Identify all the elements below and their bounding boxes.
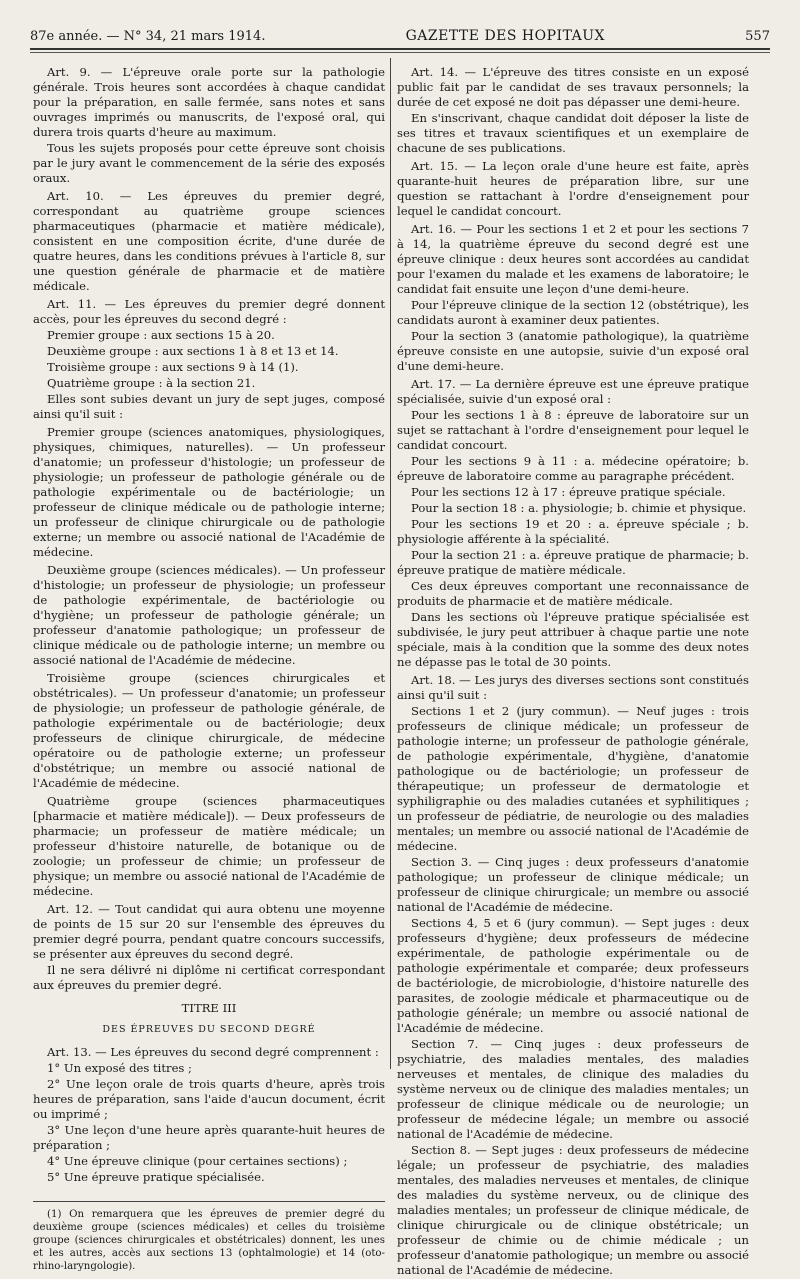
paragraph: Section 7. — Cinq juges : deux professeurs de psychiatrie, des maladies mentales, des maladies nerveuses et mentales, de clinique des maladies du système nerveux ou de clinique des maladies mentales; un professeur de clinique médicale ou de neurologie; un professeur de médecine légale; un membre ou associé national de l'Académie de médecine. bbox=[397, 1037, 749, 1141]
list-item: 3° Une leçon d'une heure après quarante-huit heures de préparation ; bbox=[33, 1123, 385, 1152]
paragraph: Il ne sera délivré ni diplôme ni certificat correspondant aux épreuves du premier degré. bbox=[33, 963, 385, 992]
paragraph: Ces deux épreuves comportant une reconnaissance de produits de pharmacie et de matière médicale. bbox=[397, 579, 749, 608]
running-header bbox=[30, 14, 770, 44]
paragraph: Tous les sujets proposés pour cette épreuve sont choisis par le jury avant le commencement de la série des exposés oraux. bbox=[33, 141, 385, 185]
list-item: 5° Une épreuve pratique spécialisée. bbox=[47, 1170, 265, 1184]
paragraph: Pour les sections 1 à 8 : épreuve de laboratoire sur un sujet se rattachant à l'ordre d'enseignement pour lequel le candidat concourt. bbox=[397, 408, 749, 452]
list-item: Quatrième groupe : à la section 21. bbox=[47, 376, 256, 390]
paragraph: Premier groupe (sciences anatomiques, physiologiques, physiques, chimiques, naturelles). — Un professeur d'anatomie; un professeur d'histologie; un professeur de physiologie; un professeur de pathologie générale ou de pathologie expérimentale ou de bactériologie; un professeur de clinique médicale ou de pathologie interne; un professeur de clinique chirurgicale ou de pathologie externe; un membre ou associé national de l'Académie de médecine. bbox=[33, 425, 385, 559]
list-item: 1° Un exposé des titres ; bbox=[47, 1061, 192, 1075]
paragraph: En s'inscrivant, chaque candidat doit déposer la liste de ses titres et travaux scientifiques et un exemplaire de chacune de ses publications. bbox=[397, 111, 749, 155]
section-title: TITRE III bbox=[181, 1001, 237, 1015]
paragraph: Pour les sections 12 à 17 : épreuve pratique spéciale. bbox=[411, 485, 726, 499]
list-item: Premier groupe : aux sections 15 à 20. bbox=[47, 328, 275, 342]
paragraph: Pour la section 21 : a. épreuve pratique de pharmacie; b. épreuve pratique de matière médicale. bbox=[397, 548, 749, 577]
paragraph: Deuxième groupe (sciences médicales). — Un professeur d'histologie; un professeur de physiologie; un professeur de pathologie expérimentale, de bactériologie ou d'hygiène; un professeur de pathologie générale; un professeur d'anatomie pathologique; un professeur de clinique médicale ou de pathologie interne; un membre ou associé national de l'Académie de médecine. bbox=[33, 563, 385, 667]
paragraph: Pour les sections 9 à 11 : a. médecine opératoire; b. épreuve de laboratoire comme au paragraphe précédent. bbox=[397, 454, 749, 483]
footnote: (1) On remarquera que les épreuves de premier degré du deuxième groupe (sciences médicales) et celles du troisième groupe (sciences chirurgicales et obstétricales) donnent, les unes et les autres, accès aux sections 13 (ophtalmologie) et 14 (oto-rhino-laryngologie). bbox=[33, 1209, 385, 1272]
paragraph: Art. 18. — Les jurys des diverses sections sont constitués ainsi qu'il suit : bbox=[397, 673, 749, 702]
footnote-rule bbox=[33, 1201, 385, 1202]
list-item: 4° Une épreuve clinique (pour certaines sections) ; bbox=[47, 1154, 348, 1168]
paragraph: Sections 1 et 2 (jury commun). — Neuf juges : trois professeurs de clinique médicale; un professeur de pathologie interne; un professeur de pathologie générale, de pathologie expérimentale, d'hygiène, d'anatomie pathologique ou de bactériologie; un professeur de thérapeutique; un professeur de dermatologie et syphiligraphie ou des maladies cutanées et syphilitiques ; un professeur de pédiatrie, de neurologie ou des maladies mentales; un membre ou associé national de l'Académie de médecine. bbox=[397, 704, 749, 853]
section-subtitle: DES ÉPREUVES DU SECOND DEGRÉ bbox=[102, 1024, 316, 1035]
issue-info: 87e année. — N° 34, 21 mars 1914. bbox=[30, 29, 266, 44]
list-item: 2° Une leçon orale de trois quarts d'heure, après trois heures de préparation, sans l'aide d'aucun document, écrit ou imprimé ; bbox=[33, 1077, 385, 1121]
paragraph: Art. 14. — L'épreuve des titres consiste en un exposé public fait par le candidat de ses travaux personnels; la durée de cet exposé ne doit pas dépasser une demi-heure. bbox=[397, 65, 749, 109]
paragraph: Quatrième groupe (sciences pharmaceutiques [pharmacie et matière médicale]). — Deux professeurs de pharmacie; un professeur de matière médicale; un professeur d'histoire naturelle, de botanique ou de zoologie; un professeur de chimie; un professeur de physique; un membre ou associé national de l'Académie de médecine. bbox=[33, 794, 385, 898]
paragraph: Art. 9. — L'épreuve orale porte sur la pathologie générale. Trois heures sont accordées à chaque candidat pour la préparation, en salle fermée, sans notes et sans ouvrages imprimés ou manuscrits, de l'exposé oral, qui durera trois quarts d'heure au maximum. bbox=[33, 65, 385, 139]
paragraph: Art. 16. — Pour les sections 1 et 2 et pour les sections 7 à 14, la quatrième épreuve du second degré est une épreuve clinique : deux heures sont accordées au candidat pour l'examen du malade et les examens de laboratoire; le candidat fait ensuite une leçon d'une demi-heure. bbox=[397, 222, 749, 296]
right-column bbox=[397, 62, 749, 1279]
paragraph: Art. 11. — Les épreuves du premier degré donnent accès, pour les épreuves du second degré : bbox=[33, 297, 385, 326]
paragraph: Pour la section 3 (anatomie pathologique), la quatrième épreuve consiste en une autopsie, suivie d'un exposé oral d'une demi-heure. bbox=[397, 329, 749, 373]
header-rule bbox=[30, 48, 770, 50]
paragraph: Art. 12. — Tout candidat qui aura obtenu une moyenne de points de 15 sur 20 sur l'ensemble des épreuves du premier degré pourra, pendant quatre concours successifs, se présenter aux épreuves du second degré. bbox=[33, 902, 385, 961]
column-divider bbox=[390, 58, 391, 1069]
paragraph: Art. 15. — La leçon orale d'une heure est faite, après quarante-huit heures de préparation libre, sur une question se rattachant à l'ordre d'enseignement pour lequel le candidat concourt. bbox=[397, 159, 749, 218]
paragraph: Pour la section 18 : a. physiologie; b. chimie et physique. bbox=[411, 501, 747, 515]
paragraph: Troisième groupe (sciences chirurgicales et obstétricales). — Un professeur d'anatomie; un professeur de physiologie; un professeur de pathologie générale, de pathologie expérimentale ou de bactériologie; deux professeurs de clinique chirurgicale, de médecine opératoire ou de pathologie externe; un professeur d'obstétrique; un membre ou associé national de l'Académie de médecine. bbox=[33, 671, 385, 790]
paragraph: Section 3. — Cinq juges : deux professeurs d'anatomie pathologique; un professeur de clinique médicale; un professeur de clinique chirurgicale; un membre ou associé national de l'Académie de médecine. bbox=[397, 855, 749, 914]
paragraph: Sections 4, 5 et 6 (jury commun). — Sept juges : deux professeurs d'hygiène; deux professeurs de médecine expérimentale, de pathologie expérimentale ou de pathologie expérimentale et comparée; deux professeurs de bactériologie, de microbiologie, d'histoire naturelle des parasites, de zoologie médicale et pharmaceutique ou de pathologie générale; un membre ou associé national de l'Académie de médecine. bbox=[397, 916, 749, 1035]
list-item: Troisième groupe : aux sections 9 à 14 (1). bbox=[47, 360, 299, 374]
journal-title: GAZETTE DES HOPITAUX bbox=[405, 28, 606, 44]
paragraph: Elles sont subies devant un jury de sept juges, composé ainsi qu'il suit : bbox=[33, 392, 385, 421]
paragraph: Section 8. — Sept juges : deux professeurs de médecine légale; un professeur de psychiatrie, des maladies mentales, des maladies nerveuses et mentales, de clinique des maladies du système nerveux, ou de clinique des maladies mentales; un professeur de clinique médicale, de clinique chirurgicale ou de clinique obstétricale; un professeur de chimie ou de chimie médicale ; un professeur d'anatomie pathologique; un membre ou associé national de l'Académie de médecine. bbox=[397, 1143, 749, 1277]
list-item: Deuxième groupe : aux sections 1 à 8 et 13 et 14. bbox=[47, 344, 339, 358]
paragraph: Art. 10. — Les épreuves du premier degré, correspondant au quatrième groupe sciences pharmaceutiques (pharmacie et matière médicale), consistent en une composition écrite, d'une durée de quatre heures, dans les conditions prévues à l'article 8, sur une question générale de pharmacie et de matière médicale. bbox=[33, 189, 385, 293]
left-column bbox=[33, 62, 385, 1274]
header-rule-thin bbox=[30, 52, 770, 53]
paragraph: Art. 17. — La dernière épreuve est une épreuve pratique spécialisée, suivie d'un exposé oral : bbox=[397, 377, 749, 406]
page-number: 557 bbox=[745, 29, 770, 44]
paragraph: Art. 13. — Les épreuves du second degré comprennent : bbox=[47, 1045, 379, 1059]
paragraph: Pour l'épreuve clinique de la section 12 (obstétrique), les candidats auront à examiner deux patientes. bbox=[397, 298, 749, 327]
paragraph: Dans les sections où l'épreuve pratique spécialisée est subdivisée, le jury peut attribuer à chaque partie une note spéciale, mais à la condition que la somme des deux notes ne dépasse pas le total de 30 points. bbox=[397, 610, 749, 669]
paragraph: Pour les sections 19 et 20 : a. épreuve spéciale ; b. physiologie afférente à la spécialité. bbox=[397, 517, 749, 546]
